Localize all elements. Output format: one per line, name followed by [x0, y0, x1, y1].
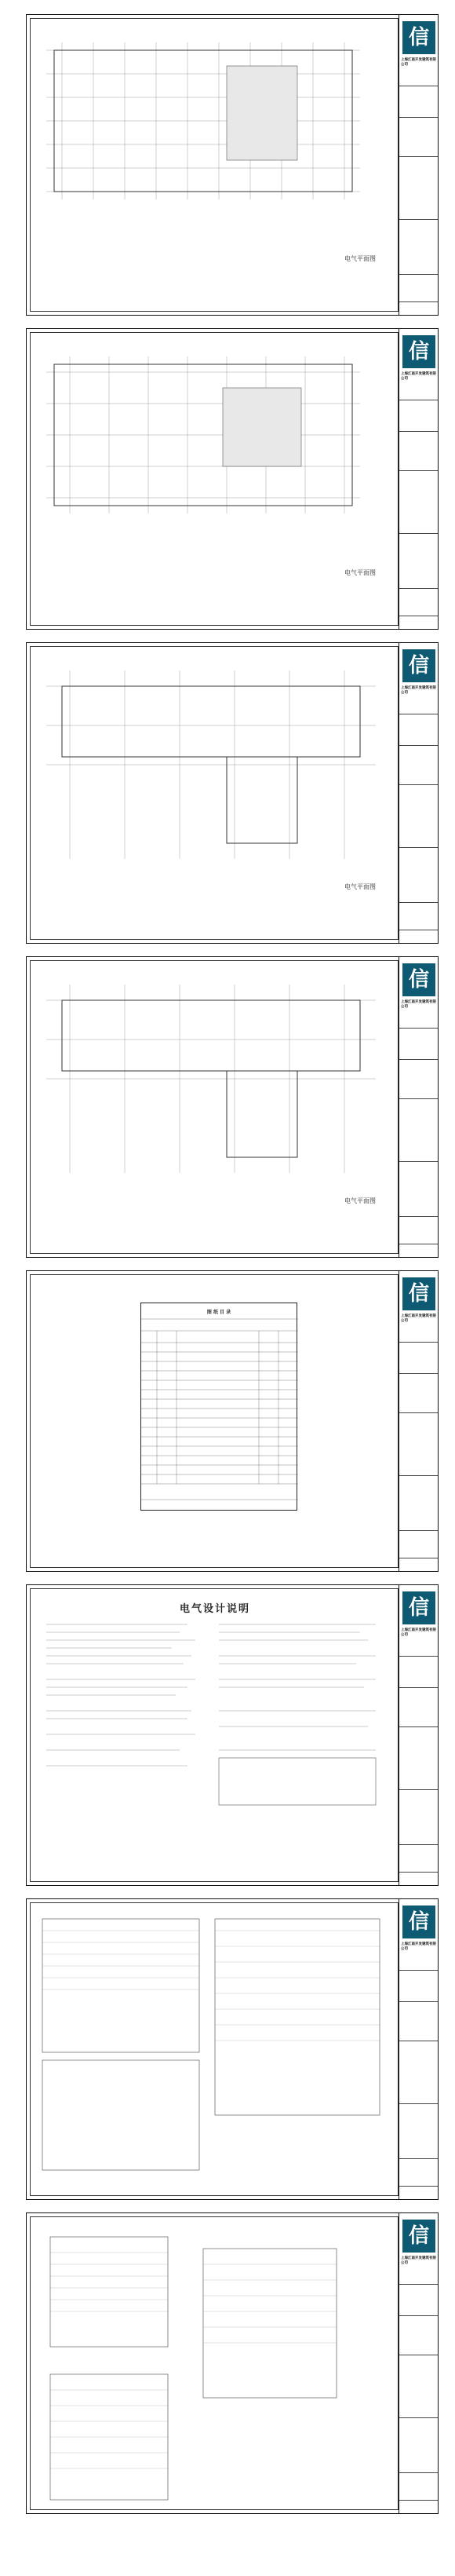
index-title: 图 纸 目 录	[206, 1310, 231, 1315]
drawing-sheet-4	[26, 956, 439, 1258]
company-logo: 信	[402, 1591, 435, 1624]
title-block	[399, 643, 438, 943]
company-logo: 信	[402, 335, 435, 368]
notes-text-lines	[31, 1589, 399, 1882]
company-name: 上海江南开发建筑有限公司	[401, 1314, 436, 1323]
drawing-sheet-5	[26, 1270, 439, 1572]
floor-plan-drawing	[31, 19, 399, 312]
company-name: 上海江南开发建筑有限公司	[401, 58, 436, 67]
floor-plan-drawing	[31, 647, 399, 940]
floor-plan-area	[30, 960, 399, 1254]
company-logo: 信	[402, 1277, 435, 1310]
plan-label: 电气平面图	[344, 255, 376, 262]
legend-tables	[31, 1903, 399, 2196]
company-logo: 信	[402, 21, 435, 54]
company-logo: 信	[402, 649, 435, 682]
drawing-sheet-8	[26, 2212, 439, 2514]
floor-plan-area	[30, 332, 399, 626]
title-block	[399, 1585, 438, 1885]
plan-label: 电气平面图	[344, 1197, 376, 1204]
plan-label: 电气平面图	[344, 883, 376, 890]
company-name: 上海江南开发建筑有限公司	[401, 2256, 436, 2265]
floor-plan-drawing	[31, 333, 399, 626]
design-notes-title: 电气设计说明	[179, 1603, 250, 1615]
drawing-sheet-1	[26, 14, 439, 316]
title-block	[399, 2213, 438, 2513]
company-name: 上海江南开发建筑有限公司	[401, 1942, 436, 1951]
title-block	[399, 1899, 438, 2199]
company-name: 上海江南开发建筑有限公司	[401, 686, 436, 695]
index-area	[30, 1274, 399, 1568]
title-block	[399, 329, 438, 629]
drawing-sheet-6	[26, 1584, 439, 1886]
system-diagram-area	[30, 2216, 399, 2510]
company-name: 上海江南开发建筑有限公司	[401, 1628, 436, 1637]
company-logo: 信	[402, 963, 435, 996]
plan-label: 电气平面图	[344, 569, 376, 576]
system-diagram	[31, 2217, 399, 2510]
drawing-sheet-2	[26, 328, 439, 630]
legend-area	[30, 1902, 399, 2196]
company-name: 上海江南开发建筑有限公司	[401, 1000, 436, 1009]
title-block	[399, 1271, 438, 1571]
notes-area	[30, 1588, 399, 1882]
company-logo: 信	[402, 1906, 435, 1938]
floor-plan-area	[30, 18, 399, 312]
company-name: 上海江南开发建筑有限公司	[401, 372, 436, 381]
title-block	[399, 957, 438, 1257]
drawing-sheet-7	[26, 1898, 439, 2200]
company-logo: 信	[402, 2220, 435, 2253]
drawing-index-table	[140, 1303, 297, 1511]
floor-plan-drawing	[31, 961, 399, 1254]
drawing-sheet-3	[26, 642, 439, 944]
title-block	[399, 15, 438, 315]
floor-plan-area	[30, 646, 399, 940]
